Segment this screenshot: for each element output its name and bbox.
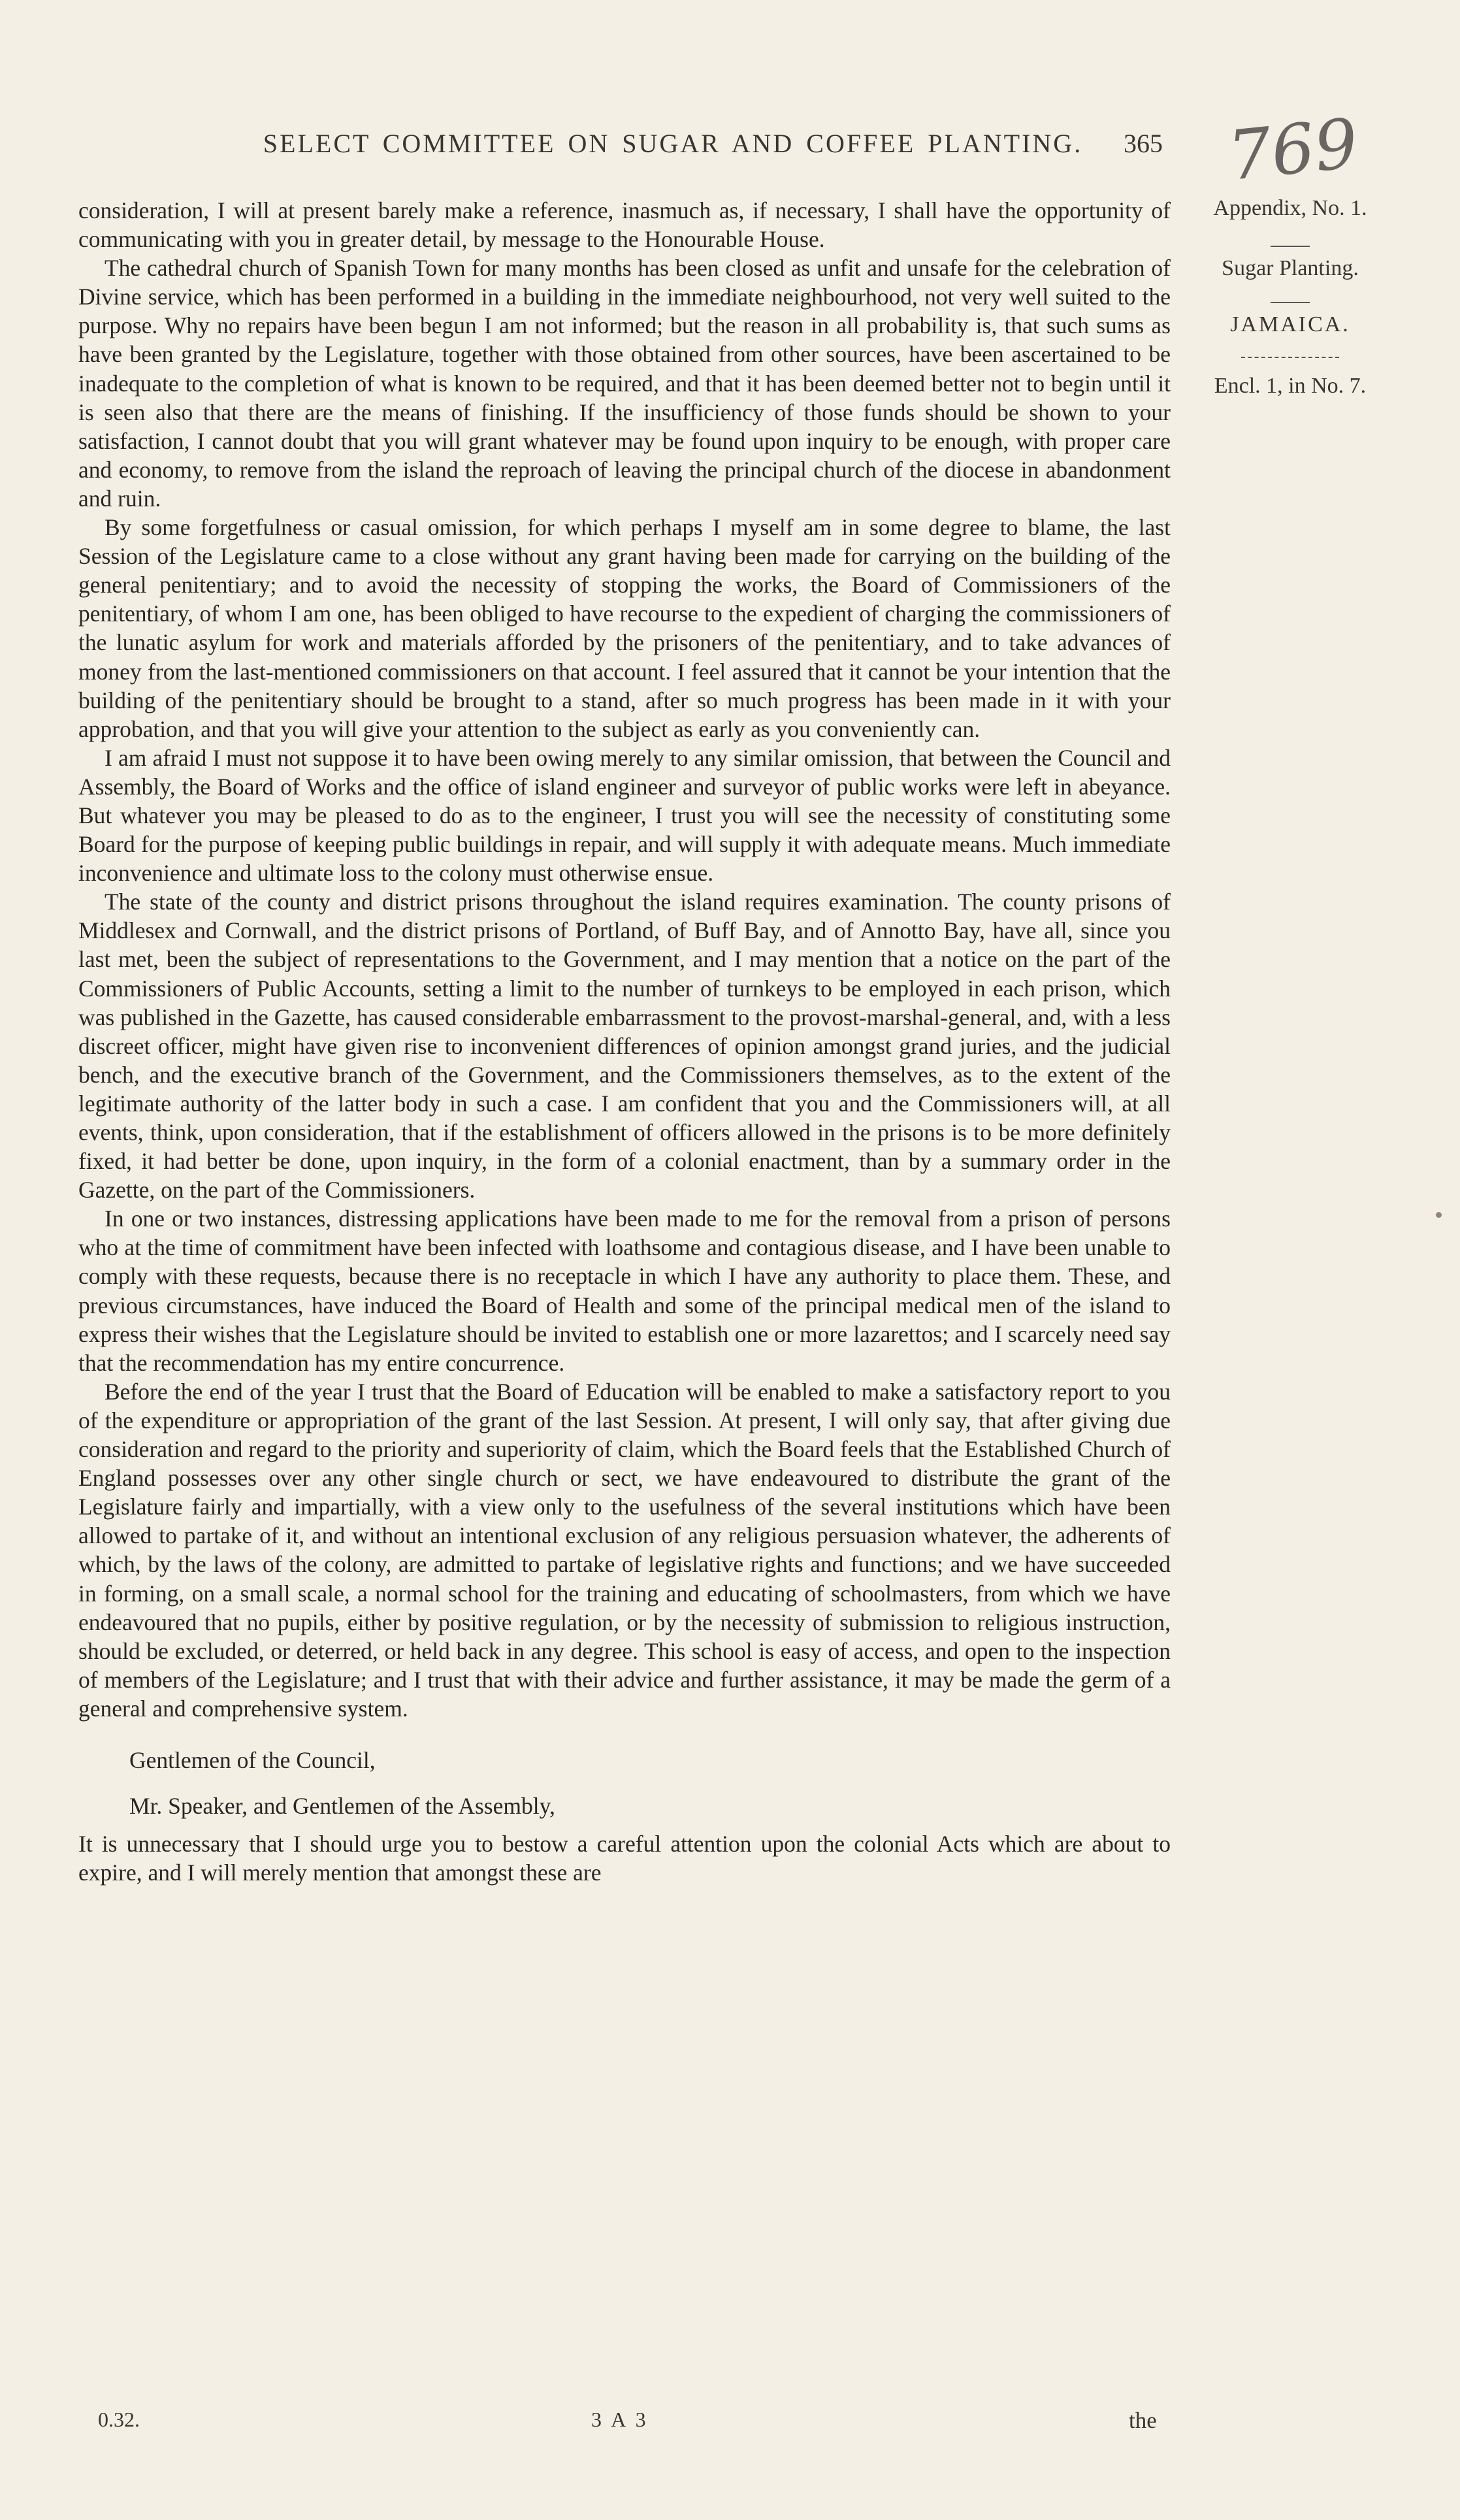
paragraph-prisons: The state of the county and district prisons throughout the island requires examination. The county prisons of Middlesex and Cornwall, and the district prisons of Portland, of Buff Bay, and of Annotto Bay, have all, since you last met, been the subject of representations to the Government, and I may mention that a notice on the part of the Commissioners of Public Accounts, setting a limit to the number of turnkeys to be employed in each prison, which was published in the Gazette, has caused considerable embarrassment to the provost-marshal-general, and, with a less discreet officer, might have given rise to inconvenient differences of opinion amongst grand juries, and the judicial bench, and the executive branch of the Government, and the Commissioners themselves, as to the extent of the legitimate authority of the latter body in such a case. I am confident that you and the Commissioners will, at all events, think, upon consideration, that if the establishment of officers allowed in the prisons is to be more definitely fixed, it had better be done, upon inquiry, in the form of a colonial enactment, than by a summary order in the Gazette, on the part of the Commissioners. [78,889,1171,1203]
paragraph-colonial-acts: It is unnecessary that I should urge you to bestow a careful attention upon the colonial Acts which are about to expire, and I will merely mention that amongst these are [78,1831,1171,1886]
signature-mark: 0.32. [98,2408,140,2431]
paragraph-cathedral: The cathedral church of Spanish Town for many months has been closed as unfit and unsafe for the celebration of Divine service, which has been performed in a building in the immediate neighbourhood, not very well suited to the purpose. Why no repairs have been begun I am not informed; but the reason in all probability is, that such sums as have been granted by the Legislature, together with those obtained from other sources, have been ascertained to be inadequate to the completion of what is known to be required, and that it has been deemed better not to begin until it is seen also that there are the means of finishing. If the insufficiency of those funds should be shown to your satisfaction, I cannot doubt that you will grant whatever may be found upon inquiry to be enough, with proper care and economy, to remove from the island the reproach of leaving the principal church of the diocese in abandonment and ruin. [78,255,1171,512]
printer-mark: 3 A 3 [591,2408,649,2431]
sidenote-appendix: Appendix, No. 1. [1213,196,1367,220]
paragraph-continuation: consideration, I will at present barely make a reference, inasmuch as, if necessary, I shall have the opportunity of communicating with you in greater detail, by message to the Honourable House. [78,197,1171,253]
paragraph-lazarettos: In one or two instances, distressing applications have been made to me for the removal from a prison of persons who at the time of commitment have been infected with loathsome and contagious disease, and I have been unable to comply with these requests, because there is no receptacle in which I have any authority to place them. These, and previous circumstances, have induced the Board of Health and some of the principal medical men of the island to express their wishes that the Legislature should be invited to establish one or more lazarettos; and I scarcely need say that the recommendation has my entire concurrence. [78,1205,1171,1376]
sidenote-divider [1241,357,1339,358]
handwritten-folio-number: 769 [1224,103,1362,197]
address-assembly: Mr. Speaker, and Gentlemen of the Assembly, [129,1793,555,1820]
page-number: 365 [1124,129,1163,158]
sidenote-colony: JAMAICA. [1230,312,1350,336]
paragraph-board-of-works: I am afraid I must not suppose it to have been owing merely to any similar omission, that between the Council and Assembly, the Board of Works and the office of island engineer and surveyor of public works were left in abeyance. But whatever you may be pleased to do as to the engineer, I trust you will see the necessity of constituting some Board for the purpose of keeping public buildings in repair, and will supply it with adequate means. Much immediate inconvenience and ultimate loss to the colony must otherwise ensue. [78,744,1171,887]
sidenote-divider [1271,246,1310,247]
ink-spot [1436,1212,1442,1218]
sidenote-enclosure: Encl. 1, in No. 7. [1214,374,1367,398]
running-title: SELECT COMMITTEE ON SUGAR AND COFFEE PLANTING. [263,129,1083,158]
paragraph-education: Before the end of the year I trust that the Board of Education will be enabled to make a satisfactory report to you of the expenditure or appropriation of the grant of the last Session. At present, I will only say, that after giving due consideration and regard to the priority and superiority of claim, which the Board feels that the Established Church of England possesses over any other single church or sect, we have endeavoured to distribute the grant of the Legislature fairly and impartially, with a view only to the usefulness of the several institutions which have been allowed to partake of it, and without an intentional exclusion of any religious persuasion whatever, the adherents of which, by the laws of the colony, are admitted to partake of legislative rights and functions; and we have succeeded in forming, on a small scale, a normal school for the training and educating of schoolmasters, from which we have endeavoured that no pupils, either by positive regulation, or by the necessity of submission to religious instruction, should be excluded, or deterred, or held back in any degree. This school is easy of access, and open to the inspection of members of the Legislature; and I trust that with their advice and further assistance, it may be made the germ of a general and comprehensive system. [78,1378,1171,1722]
main-text [78,196,1171,1887]
paragraph-penitentiary: By some forgetfulness or casual omission, for which perhaps I myself am in some degree to blame, the last Session of the Legislature came to a close without any grant having been made for carrying on the building of the general penitentiary; and to avoid the necessity of stopping the works, the Board of Commissioners of the penitentiary, of whom I am one, has been obliged to have recourse to the expedient of charging the commissioners of the lunatic asylum for work and materials afforded by the prisoners of the penitentiary, and to take advances of money from the last-mentioned commissioners on that account. I feel assured that it cannot be your intention that the building of the penitentiary should be brought to a stand, after so much progress has been made in it with your approbation, and that you will give your attention to the subject as early as you conveniently can. [78,514,1171,742]
address-council: Gentlemen of the Council, [129,1746,376,1773]
catchword: the [1129,2408,1157,2433]
sidenote-divider [1271,302,1310,303]
sidenote-subject: Sugar Planting. [1222,256,1359,280]
